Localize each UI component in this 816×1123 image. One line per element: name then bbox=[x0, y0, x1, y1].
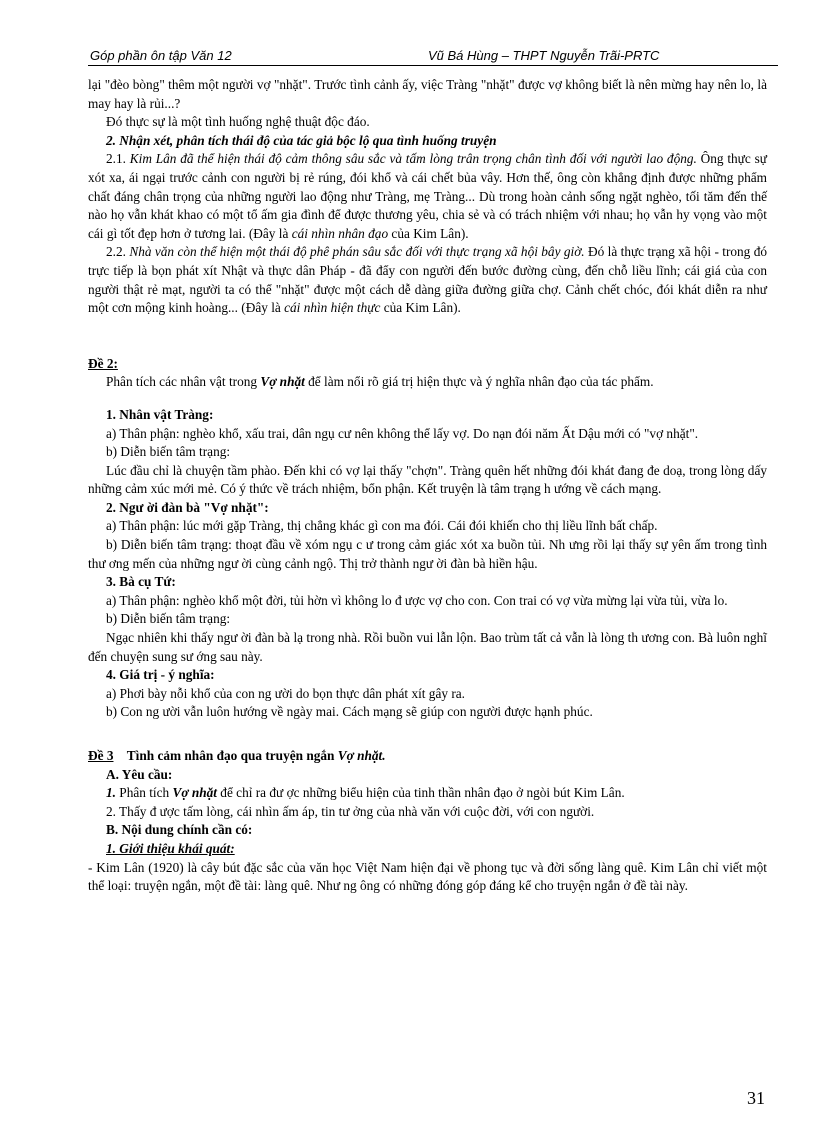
de2-title: Đề 2: bbox=[88, 355, 118, 371]
de3-requirements-heading: A. Yêu cầu: bbox=[106, 766, 173, 782]
paragraph: b) Diễn biến tâm trạng: bbox=[106, 444, 231, 460]
paragraph: b) Diễn biến tâm trạng: bbox=[106, 611, 231, 627]
paragraph: - Kim Lân (1920) là cây bút đặc sắc của văn học Việt Nam hiện đại về phong tục và đời sống làng quê. Kim Lân chỉ viết một thể loại: truyện ngắn, một đề tài: làng quê. Như ng ông có những đóng góp đáng kể cho truyện ngắn ở đề tài này. bbox=[88, 859, 767, 894]
paragraph: 1. Phân tích Vợ nhặt để chỉ ra đư ợc những biểu hiện của tinh thần nhân đạo ở ngòi bút Kim Lân. bbox=[106, 785, 625, 801]
de2-section-2: 2. Ngư ời đàn bà "Vợ nhặt": bbox=[106, 499, 269, 515]
de2-intro: Phân tích các nhân vật trong Vợ nhặt để làm nổi rõ giá trị hiện thực và ý nghĩa nhân đạo của tác phẩm. bbox=[106, 374, 654, 390]
header-right-text: Vũ Bá Hùng – THPT Nguyễn Trãi-PRTC bbox=[428, 48, 660, 63]
paragraph-2-1: 2.1. Kim Lân đã thể hiện thái độ cảm thông sâu sắc và tấm lòng trân trọng chân tình đối với người lao động. Ông thực sự xót xa, ái ngại trước cảnh con người bị rẻ rúng, đói khổ và cái chết bủa vây. Hơn thế, ông còn khẳng định được những phẩm chất đáng chân trọng của những người lao động như Tràng, mẹ Tràng... Dù trong hoàn cảnh sống ngặt nghèo, tối tăm đến thế nào họ vẫn khát khao có một tổ ấm gia đình để được thương yêu, chia sẻ và có trách nhiệm với nhau; họ vẫn hy vọng vào một cái gì tốt đẹp hơn ở tương lai. (Đây là cái nhìn nhân đạo của Kim Lân). bbox=[88, 151, 767, 241]
paragraph: a) Phơi bày nỗi khổ của con ng ười do bọn thực dân phát xít gây ra. bbox=[106, 685, 465, 701]
de3-content-heading: B. Nội dung chính cần có: bbox=[106, 822, 253, 838]
paragraph: a) Thân phận: lúc mới gặp Tràng, thị chẳng khác gì con ma đói. Cái đói khiến cho thị liều lĩnh bất chấp. bbox=[106, 518, 658, 534]
section-heading: 2. Nhận xét, phân tích thái độ của tác giả bộc lộ qua tình huống truyện bbox=[106, 132, 497, 148]
document-body bbox=[88, 76, 767, 896]
paragraph: b) Diễn biến tâm trạng: thoạt đầu về xóm ngụ c ư trong cảm giác xót xa buồn tủi. Nh ưng rồi lại thấy sự yên ấm trong tình thư ơng mến của những ngư ời cùng cảnh ngộ. Thị trở thành ngư ời đàn bà hiền hậu. bbox=[88, 537, 767, 571]
page-number: 31 bbox=[747, 1088, 765, 1108]
paragraph: a) Thân phận: nghèo khổ một đời, tủi hờn vì không lo đ ược vợ cho con. Con trai có vợ vừa mừng lại vừa tủi, vừa lo. bbox=[106, 592, 728, 608]
de2-section-4: 4. Giá trị - ý nghĩa: bbox=[106, 667, 215, 683]
paragraph: lại "đèo bòng" thêm một người vợ "nhặt". Trước tình cảnh ấy, việc Tràng "nhặt" được vợ không biết là nên mừng hay nên lo, là may hay là rủi...? bbox=[88, 77, 767, 111]
paragraph-2-2: 2.2. Nhà văn còn thể hiện một thái độ phê phán sâu sắc đối với thực trạng xã hội bây giờ. Đó là thực trạng xã hội - trong đó trực tiếp là bọn phát xít Nhật và thực dân Pháp - đã đẩy con người đến bước đường cùng, đến chỗ liều lĩnh; cái giá của con người thật rẻ mạt, người ta có thể "nhặt" được một cách dễ dàng giữa đường giữa chợ. Cảnh chết chóc, đói khát diễn ra như một cơn mộng kinh hoàng... (Đây là cái nhìn hiện thực của Kim Lân). bbox=[88, 244, 767, 316]
paragraph: Đó thực sự là một tình huống nghệ thuật độc đáo. bbox=[106, 114, 370, 130]
paragraph: b) Con ng ười vẫn luôn hướng về ngày mai. Cách mạng sẽ giúp con người được hạnh phúc. bbox=[106, 704, 593, 720]
de3-heading: Đề 3 Tình cảm nhân đạo qua truyện ngắn Vợ nhặt. bbox=[88, 748, 386, 763]
paragraph: a) Thân phận: nghèo khổ, xấu trai, dân ngụ cư nên không thể lấy vợ. Do nạn đói năm Ất Dậu mới có "vợ nhặt". bbox=[106, 425, 699, 441]
header-left-text: Góp phần ôn tập Văn 12 bbox=[90, 48, 232, 63]
paragraph: Ngạc nhiên khi thấy ngư ời đàn bà lạ trong nhà. Rồi buồn vui lẫn lộn. Bao trùm tất cả vẫn là lòng th ương con. Bà luôn nghĩ đến chuyện sung sư ớng sau này. bbox=[88, 630, 767, 664]
de3-intro-heading: 1. Giới thiệu khái quát: bbox=[106, 840, 235, 856]
de2-section-3: 3. Bà cụ Tứ: bbox=[106, 574, 176, 590]
paragraph: Lúc đầu chỉ là chuyện tầm phào. Đến khi có vợ lại thấy "chợn". Tràng quên hết những đói khát đang đe doạ, trong lòng dấy những cảm xúc mới mẻ. Có ý thức về trách nhiệm, bổn phận. Kết truyện là tâm trạng h ướng về cách mạng. bbox=[88, 462, 767, 497]
de2-section-1: 1. Nhân vật Tràng: bbox=[106, 406, 214, 422]
page-header bbox=[88, 47, 778, 66]
paragraph: 2. Thấy đ ược tấm lòng, cái nhìn ấm áp, tin tư ởng của nhà văn với cuộc đời, với con người. bbox=[106, 803, 595, 819]
